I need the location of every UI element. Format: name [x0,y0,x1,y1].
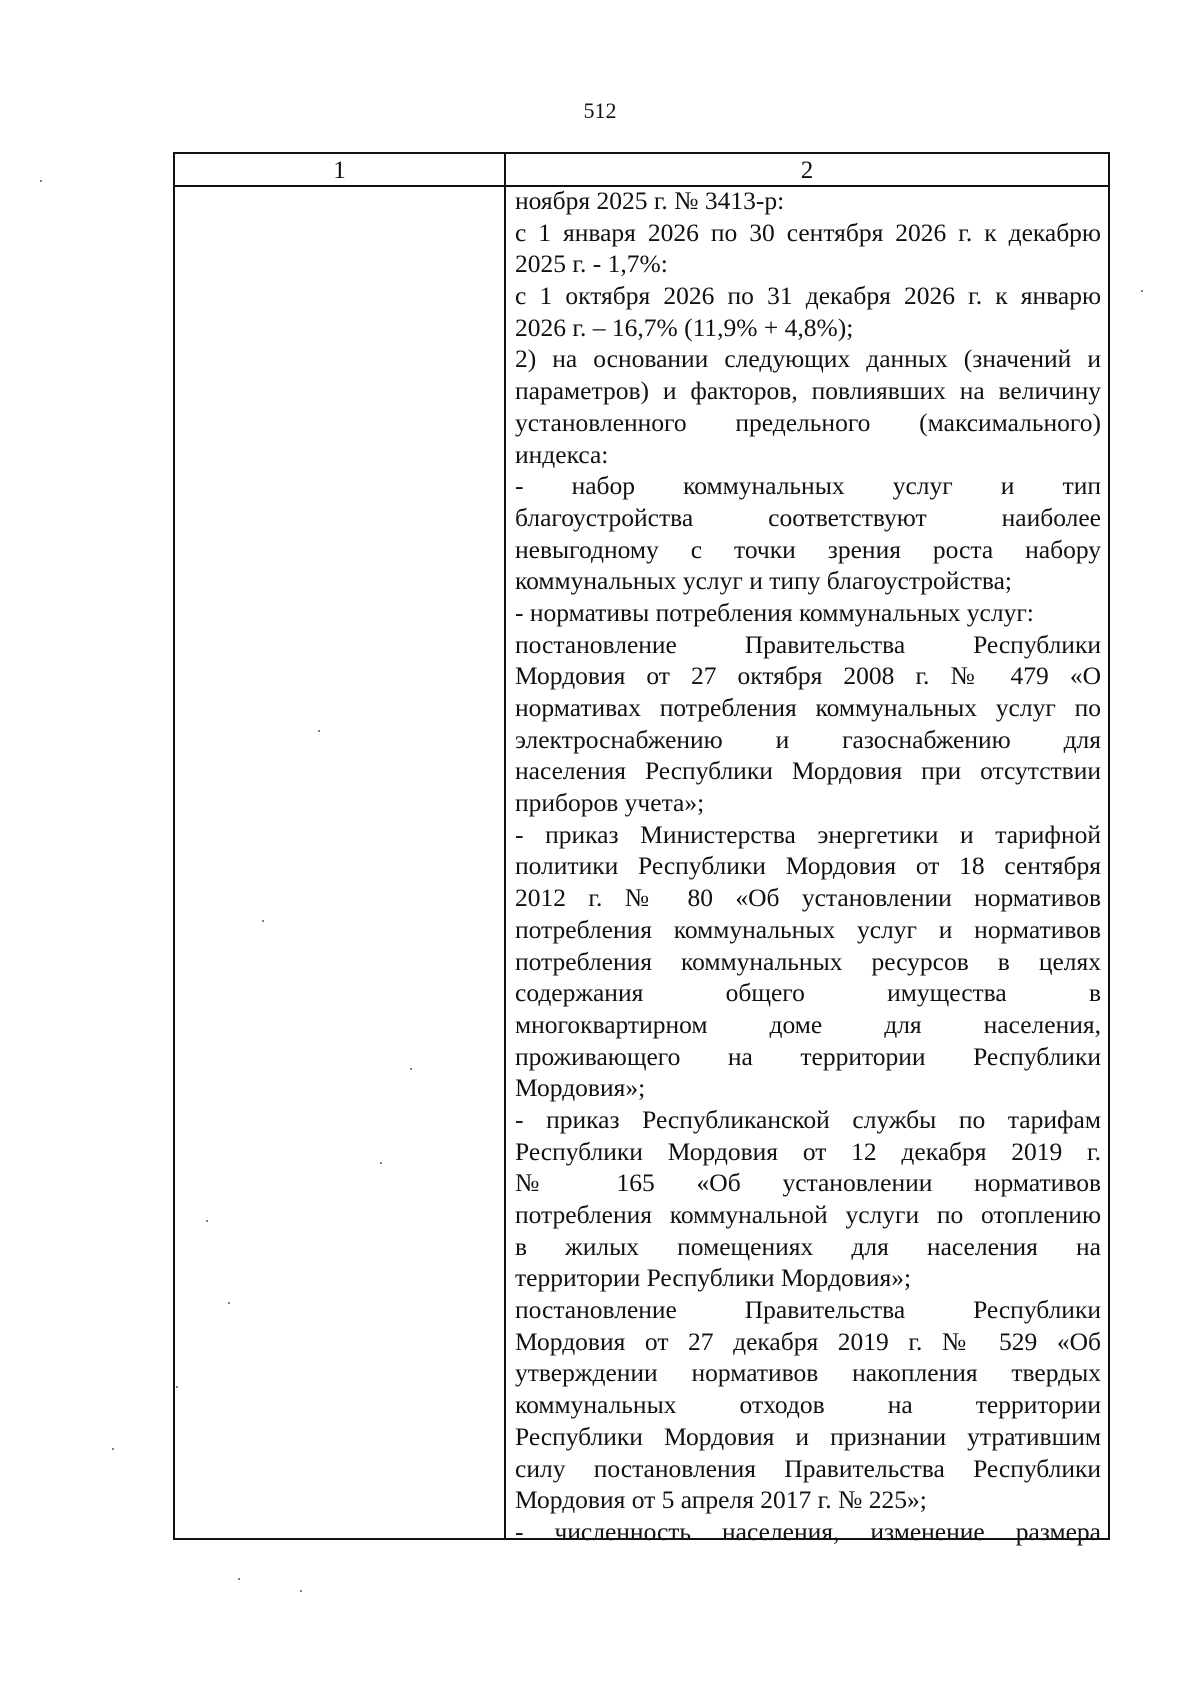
text-line: Мордовия»; [515,1073,646,1103]
page-number: 512 [583,98,617,123]
text-line: параметров) и факторов, повлиявших на величину [515,376,1101,406]
text-line: территории Республики Мордовия»; [515,1263,912,1293]
text-line: 2) на основании следующих данных (значений и [515,344,1101,374]
text-line: с 1 октября 2026 по 31 декабря 2026 г. к январю [515,281,1101,311]
text-line: коммунальных отходов на территории [515,1390,1101,1420]
text-line: установленного предельного (максимального) [515,407,1101,437]
table-header-row [175,154,1108,187]
text-line: содержания общего имущества в [515,978,1101,1008]
text-line: № 165 «Об установлении нормативов [515,1168,1101,1198]
text-line: силу постановления Правительства Республики [515,1453,1101,1483]
column-divider [504,154,506,1538]
column-header-1: 1 [333,157,346,184]
text-line: невыгодному с точки зрения роста набору [515,534,1101,564]
text-line: в жилых помещениях для населения на [515,1231,1101,1261]
document-table [173,152,1110,1546]
text-line: 2026 г. – 16,7% (11,9% + 4,8%); [515,312,854,342]
text-line: электроснабжению и газоснабжению для [515,724,1101,754]
text-line: потребления коммунальной услуги по отоплению [515,1200,1101,1229]
text-line: населения Республики Мордовия при отсутствии [515,756,1101,786]
text-line: Мордовия от 27 октября 2008 г. № 479 «О [515,661,1101,691]
table-cell-col2 [515,185,1101,1548]
text-line: Республики Мордовия и признании утратившим [515,1421,1101,1451]
text-line: индекса: [515,439,609,469]
text-line: - численность населения, изменение размера [515,1516,1101,1546]
text-line: приборов учета»; [515,788,705,818]
text-line: - приказ Республиканской службы по тарифам [515,1104,1101,1134]
text-line: потребления коммунальных ресурсов в целях [515,946,1101,976]
text-line: Республики Мордовия от 12 декабря 2019 г. [515,1136,1101,1166]
text-line: потребления коммунальных услуг и нормативов [515,914,1101,944]
text-line: проживающего на территории Республики [515,1041,1101,1071]
text-line: Мордовия от 27 декабря 2019 г. № 529 «Об [515,1326,1101,1356]
text-line: благоустройства соответствуют наиболее [515,502,1101,532]
text-line: коммунальных услуг и типу благоустройства; [515,566,1013,596]
text-line: многоквартирном доме для населения, [515,1009,1101,1039]
text-line: с 1 января 2026 по 30 сентября 2026 г. к декабрю [515,217,1101,247]
text-line: ноября 2025 г. № 3413-р: [515,186,785,215]
text-line: - набор коммунальных услуг и тип [515,471,1101,501]
text-line: постановление Правительства Республики [515,1295,1101,1325]
table-cell-col1 [175,187,504,1540]
text-line: Мордовия от 5 апреля 2017 г. № 225»; [515,1485,927,1515]
text-line: политики Республики Мордовия от 18 сентября [515,851,1101,881]
text-line: утверждении нормативов накопления твердых [515,1358,1101,1388]
text-line: постановление Правительства Республики [515,629,1101,659]
column-header-2: 2 [800,157,814,184]
text-line: - приказ Министерства энергетики и тарифной [515,819,1101,849]
text-line: 2025 г. - 1,7%: [515,249,668,279]
text-line: - нормативы потребления коммунальных услуг: [515,597,1034,627]
text-line: 2012 г. № 80 «Об установлении нормативов [515,883,1101,913]
text-line: нормативах потребления коммунальных услуг по [515,693,1101,722]
